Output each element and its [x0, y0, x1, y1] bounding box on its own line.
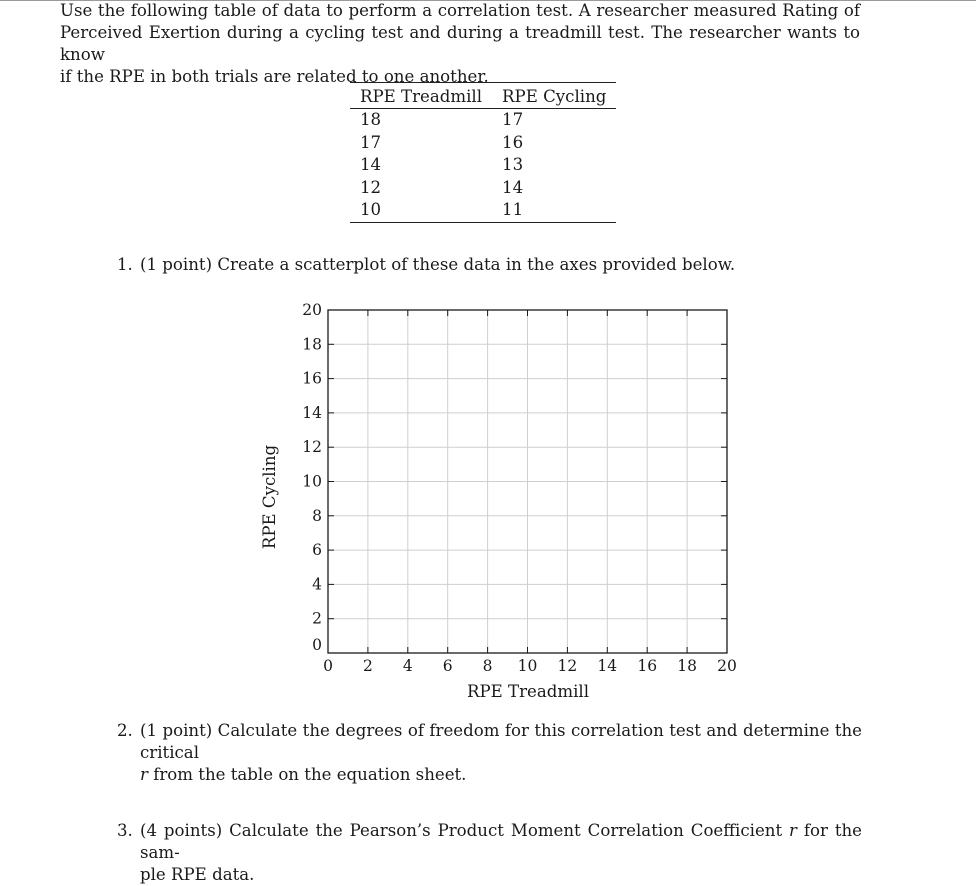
- x-tick-label: 4: [402, 657, 413, 675]
- x-tick-label: 18: [677, 657, 697, 675]
- table-cell: 16: [502, 132, 524, 152]
- y-tick-label: 10: [302, 472, 322, 491]
- question-3-line-1: [140, 820, 862, 864]
- x-axis-label: RPE Treadmill: [466, 682, 590, 701]
- table-cell: 10: [360, 200, 382, 219]
- table-cell: 13: [502, 155, 524, 174]
- x-tick-label: 8: [482, 657, 493, 675]
- y-tick-label: 14: [302, 403, 322, 422]
- x-tick-label: 20: [717, 657, 737, 675]
- question-2-number: 2.: [117, 721, 133, 740]
- question-2-var-r: r: [140, 765, 148, 784]
- question-2-points: (1 point): [140, 721, 213, 740]
- column-header-cycling: RPE Cycling: [492, 83, 616, 109]
- x-tick-label: 12: [557, 657, 578, 675]
- table-cell: 14: [360, 155, 382, 174]
- y-tick-label: 20: [302, 301, 322, 319]
- question-3-points: (4 points): [140, 821, 223, 840]
- question-3-body: [140, 820, 862, 886]
- x-tick-label: 2: [362, 657, 373, 675]
- intro-line-3: if the RPE in both trials are related to one another.: [60, 67, 489, 86]
- question-2-line-1: [140, 720, 862, 764]
- question-3-number: 3.: [117, 821, 133, 840]
- column-header-treadmill: RPE Treadmill: [350, 83, 492, 109]
- x-tick-label: 0: [323, 657, 333, 675]
- y-tick-label: 16: [302, 369, 322, 388]
- question-3-text-1: Calculate the Pearson’s Product Moment Correlation Coefficient: [229, 821, 790, 840]
- table-cell: 14: [502, 177, 524, 197]
- question-1-text: Create a scatterplot of these data in the axes provided below.: [217, 255, 736, 274]
- y-tick-label: 0: [312, 636, 322, 654]
- x-tick-label: 14: [597, 657, 618, 675]
- x-tick-label: 16: [637, 657, 658, 675]
- table-cell: 18: [360, 110, 382, 129]
- x-tick-label: 10: [517, 657, 538, 675]
- y-tick-label: 12: [302, 438, 322, 457]
- y-tick-label: 8: [312, 506, 322, 525]
- question-3-text-2: for the sam-: [140, 821, 862, 862]
- table-cell: 17: [360, 132, 382, 152]
- question-2-body: [140, 720, 862, 786]
- question-3-var-r: r: [789, 821, 797, 840]
- question-2-line-2: [140, 764, 862, 786]
- x-tick-label: 6: [442, 657, 453, 675]
- question-1-number: 1.: [117, 255, 133, 274]
- question-1-points: (1 point): [140, 255, 213, 274]
- question-3-line-2: ple RPE data.: [140, 865, 255, 884]
- table-cell: 17: [502, 110, 524, 129]
- table-cell: 12: [360, 177, 382, 197]
- y-tick-label: 18: [302, 335, 322, 354]
- y-tick-label: 4: [312, 575, 322, 594]
- question-2: [117, 720, 862, 784]
- question-2-text-1: Calculate the degrees of freedom for this correlation test and determine the critical: [140, 721, 862, 762]
- question-3: [117, 820, 862, 884]
- y-tick-label: 6: [312, 541, 322, 560]
- y-tick-label: 2: [312, 609, 322, 628]
- intro-line-2: Perceived Exertion during a cycling test and during a treadmill test. The researcher wants to know: [60, 23, 860, 64]
- chart-grid: [328, 310, 727, 653]
- question-2-text-2: from the table on the equation sheet.: [147, 765, 467, 784]
- table-cell: 11: [502, 200, 524, 219]
- y-axis-label: RPE Cycling: [260, 444, 279, 550]
- intro-line-1: Use the following table of data to perform a correlation test. A researcher measured Rating of: [60, 1, 860, 20]
